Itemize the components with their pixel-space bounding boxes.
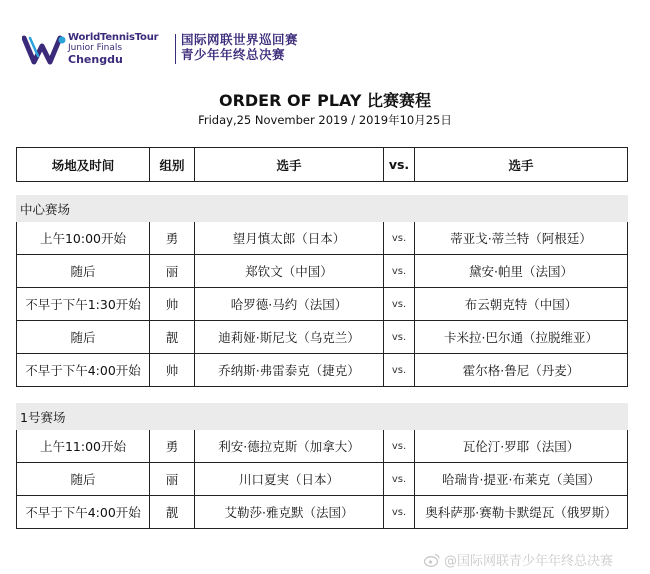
vs-label: vs.	[384, 255, 415, 287]
match-time: 不早于下午4:00开始	[17, 354, 150, 386]
match-time: 随后	[17, 255, 150, 287]
match-time: 上午10:00开始	[17, 222, 150, 254]
player-2: 霍尔格·鲁尼（丹麦）	[462, 363, 580, 378]
header-group: 组别	[150, 148, 195, 181]
match-group: 丽	[150, 463, 195, 495]
player-2: 哈瑞肯·提亚·布莱克（美国）	[442, 472, 600, 487]
player-2: 瓦伦汀·罗耶（法国）	[462, 439, 580, 454]
player-1: 利安·德拉克斯（加拿大）	[195, 430, 384, 462]
match-time: 不早于下午1:30开始	[17, 288, 150, 320]
venue-heading: 1号赛场	[16, 403, 628, 430]
match-time: 随后	[17, 463, 150, 495]
player-1: 望月慎太郎（日本）	[195, 222, 384, 254]
logo-cn-line2: 青少年年终总决赛	[181, 47, 286, 62]
table-header-row	[16, 147, 628, 182]
match-group: 靓	[150, 496, 195, 528]
player-1: 郑钦文（中国）	[195, 255, 384, 287]
venue-match-group	[16, 430, 628, 529]
watermark	[424, 550, 613, 569]
schedule-table	[16, 147, 628, 529]
player-1: 迪莉娅·斯尼戈（乌克兰）	[195, 321, 384, 353]
logo-text-line3: Chengdu	[68, 53, 123, 66]
table-row	[16, 255, 628, 288]
match-time: 不早于下午4:00开始	[17, 496, 150, 528]
logo-text-line1: WorldTennisTour	[68, 32, 159, 43]
player-2: 布云朝克特（中国）	[464, 297, 578, 312]
match-group: 丽	[150, 255, 195, 287]
header-player2: 选手	[508, 157, 534, 173]
player-2: 黛安·帕里（法国）	[469, 264, 573, 279]
match-time: 上午11:00开始	[17, 430, 150, 462]
header-player1: 选手	[195, 148, 384, 181]
vs-label: vs.	[384, 430, 415, 462]
table-row	[16, 321, 628, 354]
event-logo	[22, 30, 312, 72]
vs-label: vs.	[384, 463, 415, 495]
vs-label: vs.	[384, 354, 415, 386]
match-group: 帅	[150, 354, 195, 386]
match-time: 随后	[17, 321, 150, 353]
header-venue-time: 场地及时间	[17, 148, 150, 181]
table-row	[16, 288, 628, 321]
player-2: 奥科萨那·赛勒卡默缇瓦（俄罗斯）	[425, 505, 617, 520]
table-row	[16, 430, 628, 463]
page-title: ORDER OF PLAY 比赛赛程	[218, 91, 432, 110]
venue-match-group	[16, 222, 628, 387]
table-row	[16, 354, 628, 387]
logo-divider	[175, 34, 176, 64]
venue-heading: 中心赛场	[16, 195, 628, 222]
table-row	[16, 463, 628, 496]
logo-cn-line1: 国际网联世界巡回赛	[181, 32, 299, 47]
player-1: 川口夏実（日本）	[195, 463, 384, 495]
match-group: 勇	[150, 430, 195, 462]
player-1: 哈罗德·马约（法国）	[195, 288, 384, 320]
player-1: 艾勒莎·雅克默（法国）	[195, 496, 384, 528]
vs-label: vs.	[384, 496, 415, 528]
weibo-icon	[424, 553, 440, 567]
vs-label: vs.	[384, 222, 415, 254]
page-subtitle: Friday,25 November 2019 / 2019年10月25日	[198, 113, 452, 127]
player-1: 乔纳斯·弗雷泰克（捷克）	[195, 354, 384, 386]
player-2: 卡米拉·巴尔通（拉脱维亚）	[444, 330, 598, 345]
match-group: 勇	[150, 222, 195, 254]
vs-label: vs.	[384, 288, 415, 320]
watermark-text: @国际网联青少年年终总决赛	[444, 554, 614, 569]
tennis-w-logo-icon	[22, 32, 68, 68]
table-row	[16, 496, 628, 529]
match-group: 靓	[150, 321, 195, 353]
header-vs: vs.	[384, 148, 415, 181]
player-2: 蒂亚戈·蒂兰特（阿根廷）	[450, 231, 592, 246]
table-row	[16, 222, 628, 255]
match-group: 帅	[150, 288, 195, 320]
logo-text-line2: Junior Finals	[68, 43, 123, 53]
vs-label: vs.	[384, 321, 415, 353]
